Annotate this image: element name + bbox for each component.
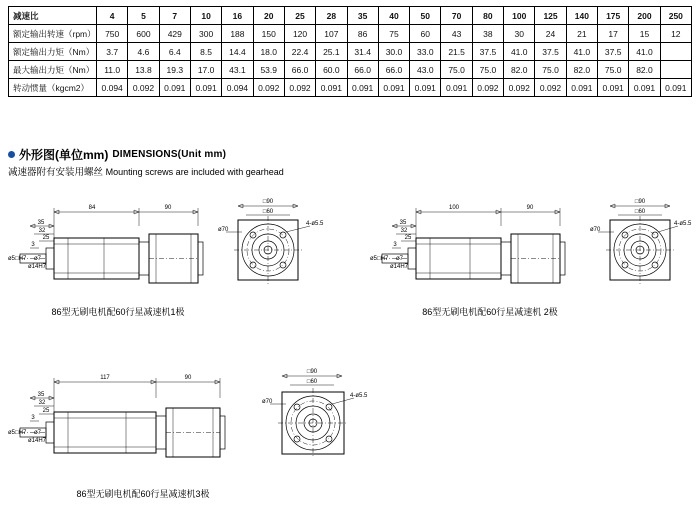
cell: 75.0 [598, 61, 629, 79]
row-label: 转动惯量（kgcm2） [9, 79, 97, 97]
cell: 0.094 [222, 79, 253, 97]
cell: 0.091 [566, 79, 597, 97]
cell: 53.9 [253, 61, 284, 79]
cell: 250 [660, 7, 691, 25]
cell: 600 [128, 25, 159, 43]
cell: 14.4 [222, 43, 253, 61]
dim-shaft-d7: ø7 [396, 256, 404, 262]
cell: 0.092 [128, 79, 159, 97]
cell: 188 [222, 25, 253, 43]
cell: 16 [222, 7, 253, 25]
cell: 37.5 [535, 43, 566, 61]
cell: 43.1 [222, 61, 253, 79]
dim-shaft-d5: ø5□H7 [8, 256, 27, 262]
cell: 37.5 [598, 43, 629, 61]
cell: 750 [97, 25, 128, 43]
cell: 0.091 [190, 79, 221, 97]
cell: 21.5 [441, 43, 472, 61]
drawing-2-caption: 86型无刷电机配60行星减速机 2极 [422, 307, 558, 317]
cell: 0.091 [159, 79, 190, 97]
table-row [9, 79, 692, 97]
dim-3: 3 [31, 415, 35, 421]
dim-shaft-d5: ø5□H7 [8, 430, 27, 436]
dim-shaft-d7: ø7 [34, 256, 42, 262]
cell: 0.091 [347, 79, 378, 97]
cell: 41.0 [566, 43, 597, 61]
cell: 25.1 [316, 43, 347, 61]
cell: 60.0 [316, 61, 347, 79]
cell: 75.0 [441, 61, 472, 79]
bullet-icon [8, 151, 15, 158]
cell: 12 [660, 25, 691, 43]
cell: 70 [441, 7, 472, 25]
cell: 75.0 [472, 61, 503, 79]
cell: 82.0 [629, 61, 660, 79]
table-row [9, 7, 692, 25]
section-subtitle [8, 164, 284, 178]
drawing-3-side-view [8, 360, 238, 480]
row-label: 减速比 [9, 7, 97, 25]
row-label: 额定输出力矩（Nm） [9, 43, 97, 61]
cell: 43 [441, 25, 472, 43]
cell: 300 [190, 25, 221, 43]
dim-shaft-d14: ø14H7 [28, 264, 47, 270]
cell: 75 [378, 25, 409, 43]
dim-25: 25 [42, 235, 50, 241]
cell: 28 [316, 7, 347, 25]
cell: 33.0 [410, 43, 441, 61]
dim-shaft-d14: ø14H7 [28, 438, 47, 444]
cell: 4 [97, 7, 128, 25]
cell: 66.0 [284, 61, 315, 79]
cell: 43.0 [410, 61, 441, 79]
cell: 82.0 [504, 61, 535, 79]
cell: 0.092 [504, 79, 535, 97]
dim-3: 3 [393, 242, 397, 248]
cell: 0.092 [284, 79, 315, 97]
dim-sq90: □90 [306, 369, 318, 375]
cell: 0.091 [629, 79, 660, 97]
cell: 11.0 [97, 61, 128, 79]
dim-sq90: □90 [262, 199, 274, 205]
table-row [9, 43, 692, 61]
cell: 0.092 [535, 79, 566, 97]
cell: 0.091 [378, 79, 409, 97]
cell: 6.4 [159, 43, 190, 61]
cell [660, 43, 691, 61]
cell: 0.092 [253, 79, 284, 97]
dim-35: 35 [399, 220, 407, 226]
cell: 30 [504, 25, 535, 43]
cell: 0.092 [472, 79, 503, 97]
dim-hole-55: 4-ø5.5 [350, 393, 368, 399]
cell: 0.094 [97, 79, 128, 97]
cell: 66.0 [378, 61, 409, 79]
drawing-1-caption: 86型无刷电机配60行星减速机1极 [51, 307, 185, 317]
dim-sq60: □60 [306, 379, 318, 385]
specification-table [8, 6, 692, 97]
cell: 75.0 [535, 61, 566, 79]
dim-shaft-d14: ø14H7 [390, 264, 409, 270]
cell: 100 [504, 7, 535, 25]
cell: 8.5 [190, 43, 221, 61]
cell: 0.091 [441, 79, 472, 97]
section-subtitle-cn: 减速器附有安装用螺丝 [8, 167, 104, 178]
cell: 150 [253, 25, 284, 43]
cell: 30.0 [378, 43, 409, 61]
table-row [9, 25, 692, 43]
cell: 31.4 [347, 43, 378, 61]
drawing-1-face-view [218, 190, 328, 300]
dim-35: 35 [37, 392, 45, 398]
cell: 19.3 [159, 61, 190, 79]
dim-32: 32 [38, 228, 46, 234]
dim-hole-55: 4-ø5.5 [674, 221, 692, 227]
dim-100: 100 [448, 205, 460, 211]
dim-32: 32 [38, 400, 46, 406]
dim-3: 3 [31, 242, 35, 248]
cell: 10 [190, 7, 221, 25]
dim-32: 32 [400, 228, 408, 234]
spec-table [8, 6, 692, 97]
cell: 4.6 [128, 43, 159, 61]
cell: 60 [410, 25, 441, 43]
cell: 50 [410, 7, 441, 25]
cell: 140 [566, 7, 597, 25]
dim-shaft-d5: ø5□H7 [370, 256, 389, 262]
dim-117: 117 [100, 375, 110, 381]
dim-35: 35 [37, 220, 45, 226]
cell: 37.5 [472, 43, 503, 61]
row-label: 额定输出转速（rpm） [9, 25, 97, 43]
dim-hole-55: 4-ø5.5 [306, 221, 324, 227]
cell: 0.091 [410, 79, 441, 97]
cell: 107 [316, 25, 347, 43]
cell: 41.0 [504, 43, 535, 61]
drawing-1-side-view [8, 190, 208, 300]
drawing-2-side-view [370, 190, 570, 300]
dim-sq60: □60 [262, 209, 274, 215]
dim-90: 90 [526, 205, 534, 211]
drawing-2-face-view [590, 190, 700, 300]
cell: 82.0 [566, 61, 597, 79]
section-title-en: DIMENSIONS(Unit mm) [112, 149, 227, 160]
cell: 38 [472, 25, 503, 43]
dim-90: 90 [164, 205, 172, 211]
cell: 175 [598, 7, 629, 25]
section-heading [8, 146, 226, 163]
cell: 5 [128, 7, 159, 25]
dim-25: 25 [42, 408, 50, 414]
cell: 80 [472, 7, 503, 25]
cell: 0.091 [660, 79, 691, 97]
cell: 18.0 [253, 43, 284, 61]
cell: 40 [378, 7, 409, 25]
section-title-cn: 外形图(单位mm) [19, 148, 109, 162]
cell: 22.4 [284, 43, 315, 61]
dim-bolt-circle-70: ø70 [590, 227, 601, 233]
cell: 3.7 [97, 43, 128, 61]
table-row [9, 61, 692, 79]
cell: 17.0 [190, 61, 221, 79]
section-subtitle-en: Mounting screws are included with gearhead [105, 167, 284, 177]
cell: 41.0 [629, 43, 660, 61]
drawing-3-caption: 86型无刷电机配60行星减速机3极 [76, 489, 210, 499]
dim-sq60: □60 [634, 209, 646, 215]
row-label: 最大输出力矩（Nm） [9, 61, 97, 79]
cell: 24 [535, 25, 566, 43]
cell: 66.0 [347, 61, 378, 79]
cell: 125 [535, 7, 566, 25]
cell: 35 [347, 7, 378, 25]
cell: 86 [347, 25, 378, 43]
dim-25: 25 [404, 235, 412, 241]
cell [660, 61, 691, 79]
cell: 15 [629, 25, 660, 43]
cell: 0.091 [316, 79, 347, 97]
dim-shaft-d7: ø7 [34, 430, 42, 436]
cell: 120 [284, 25, 315, 43]
cell: 17 [598, 25, 629, 43]
dim-84: 84 [88, 205, 96, 211]
dim-90: 90 [184, 375, 192, 381]
cell: 25 [284, 7, 315, 25]
drawing-3-face-view [262, 360, 372, 480]
cell: 21 [566, 25, 597, 43]
cell: 0.091 [598, 79, 629, 97]
cell: 13.8 [128, 61, 159, 79]
dim-bolt-circle-70: ø70 [218, 227, 229, 233]
cell: 7 [159, 7, 190, 25]
dim-bolt-circle-70: ø70 [262, 399, 273, 405]
cell: 429 [159, 25, 190, 43]
cell: 200 [629, 7, 660, 25]
dim-sq90: □90 [634, 199, 646, 205]
cell: 20 [253, 7, 284, 25]
